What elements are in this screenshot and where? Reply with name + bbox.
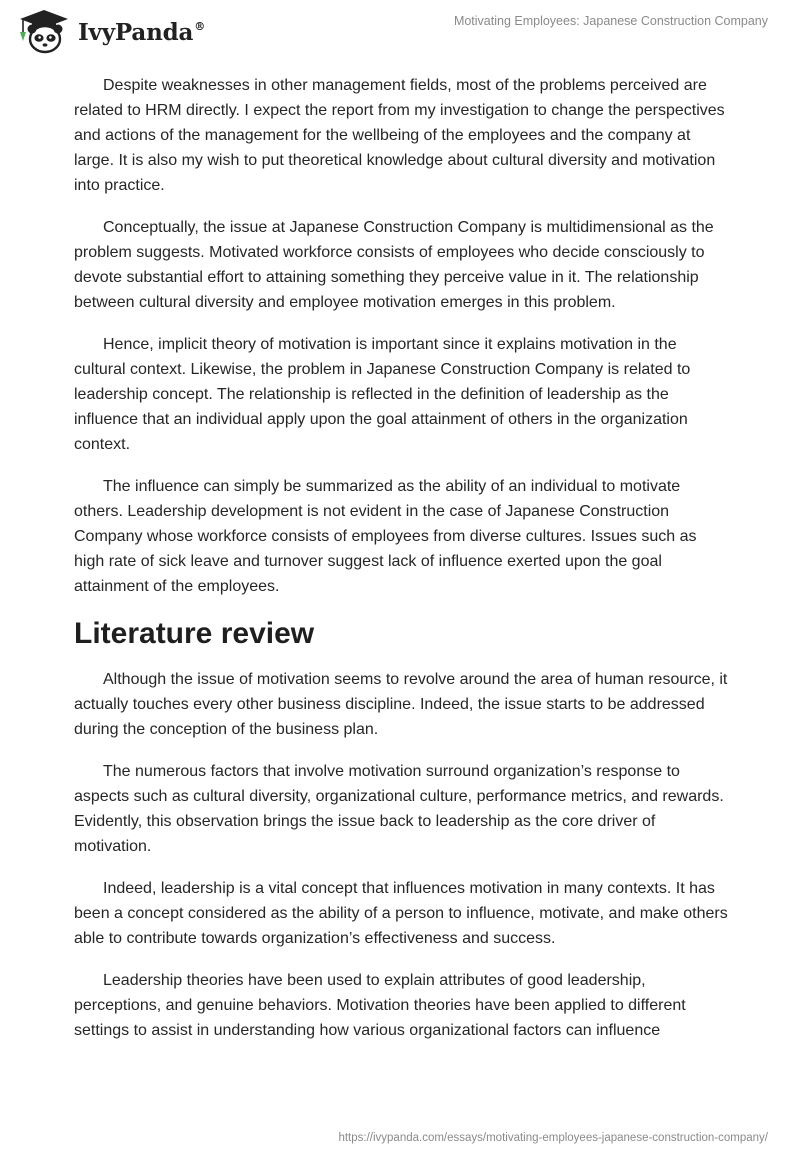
body-paragraph: Hence, implicit theory of motivation is important since it explains motivation in the cultural context. Likewise, the problem in Japanese Construction Company is related to leadership concept. The relationship is reflected in the definition of leadership as the influence that an individual apply upon the goal attainment of others in the organization context. — [74, 336, 691, 453]
section-heading-literature-review: Literature review — [74, 617, 315, 650]
body-paragraph: Although the issue of motivation seems to revolve around the area of human resource, it actually touches every other business discipline. Indeed, the issue starts to be addressed during the conception of the business plan. — [74, 671, 728, 738]
body-paragraph: Conceptually, the issue at Japanese Construction Company is multidimensional as the problem suggests. Motivated workforce consists of employees who decide consciously to devote substantial effort to attaining something they perceive value in it. The relationship between cultural diversity and employee motivation emerges in this problem. — [74, 219, 714, 311]
source-url[interactable]: https://ivypanda.com/essays/motivating-employees-japanese-construction-company/ — [338, 1132, 768, 1144]
registered-mark: ® — [194, 20, 205, 33]
panda-graduate-icon — [14, 8, 74, 54]
brand-name: IvyPanda — [78, 19, 194, 46]
body-paragraph: Leadership theories have been used to explain attributes of good leadership, perceptions, and genuine behaviors. Motivation theories have been applied to different settings to assist in understanding how various organizational factors can influence — [74, 972, 686, 1039]
essay-body — [74, 73, 730, 1060]
page-header — [0, 0, 800, 64]
body-paragraph: Indeed, leadership is a vital concept that influences motivation in many contexts. It has been a concept considered as the ability of a person to influence, motivate, and make others able to contribute towards organization’s effectiveness and success. — [74, 880, 728, 947]
document-title: Motivating Employees: Japanese Construction Company — [453, 14, 768, 28]
brand-wordmark — [78, 19, 205, 46]
body-paragraph: The numerous factors that involve motivation surround organization’s response to aspects such as cultural diversity, organizational culture, performance metrics, and rewards. Evidently, this observation brings the issue back to leadership as the core driver of motivation. — [74, 763, 724, 855]
body-paragraph: The influence can simply be summarized as the ability of an individual to motivate others. Leadership development is not evident in the case of Japanese Construction Company whose workforce consists of employees from diverse cultures. Issues such as high rate of sick leave and turnover suggest lack of influence exerted upon the goal attainment of the employees. — [74, 478, 697, 595]
ivypanda-logo[interactable] — [14, 8, 204, 54]
body-paragraph: Despite weaknesses in other management fields, most of the problems perceived are related to HRM directly. I expect the report from my investigation to change the perspectives and actions of the management for the wellbeing of the employees and the company at large. It is also my wish to put theoretical knowledge about cultural diversity and motivation into practice. — [74, 77, 725, 194]
